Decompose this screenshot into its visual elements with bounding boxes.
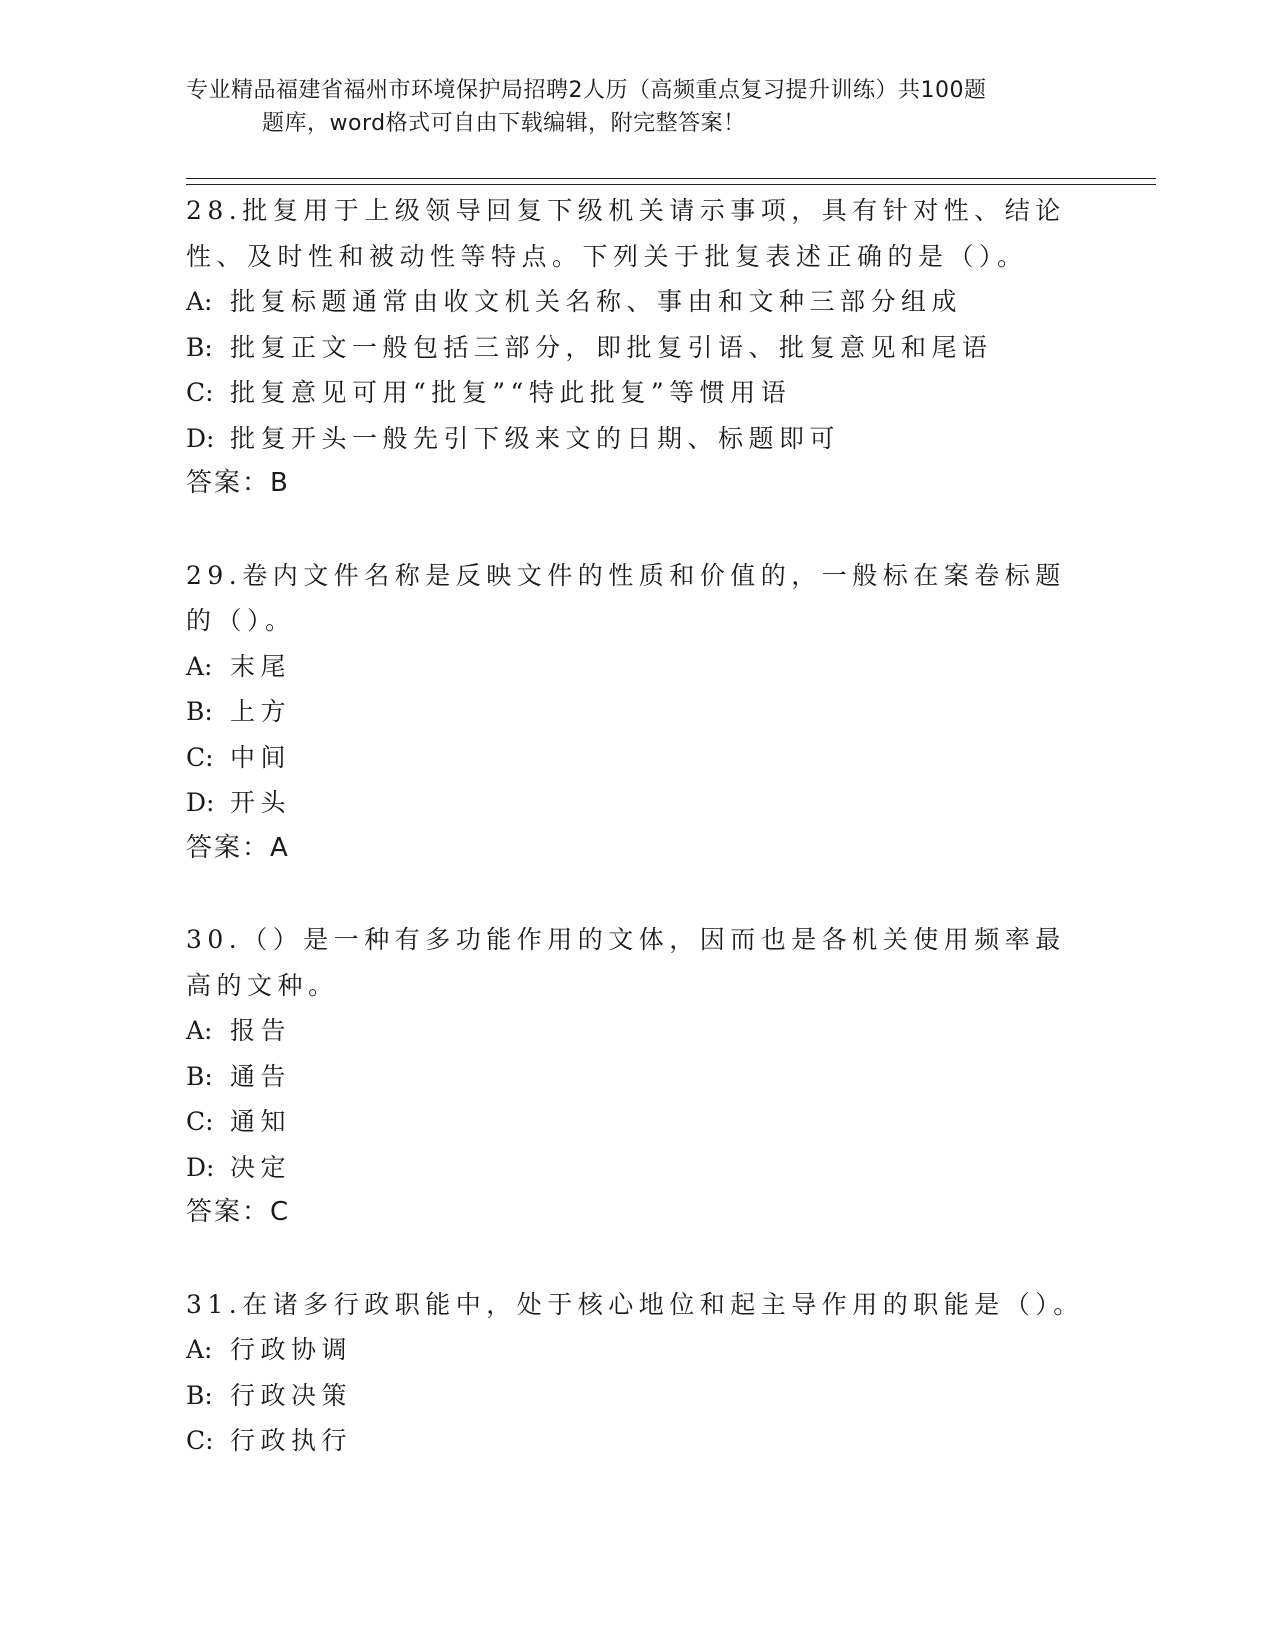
option-d <box>186 1145 1086 1191</box>
option-text: 报告 <box>230 1016 292 1045</box>
option-letter: A: <box>186 651 213 681</box>
option-letter: A: <box>186 1335 213 1364</box>
answer-line: 答案：B <box>186 468 290 498</box>
option-letter: C: <box>186 1107 214 1136</box>
option-letter: D: <box>186 788 215 817</box>
option-text: 中间 <box>230 742 292 772</box>
option-d <box>186 780 1086 826</box>
option-text: 批复标题通常由收文机关名称、事由和文种三部分组成 <box>230 287 963 316</box>
option-text: 通告 <box>230 1061 292 1091</box>
option-a <box>186 279 1086 325</box>
option-text: 上方 <box>230 697 292 726</box>
option-c <box>186 1099 1086 1145</box>
option-text: 决定 <box>230 1152 292 1182</box>
option-text: 行政执行 <box>230 1426 353 1455</box>
option-b <box>186 325 1086 371</box>
option-letter: C: <box>186 378 214 407</box>
question-text: 29.卷内文件名称是反映文件的性质和价值的，一般标在案卷标题的（）。 <box>186 560 1066 635</box>
option-letter: C: <box>186 1426 214 1455</box>
document-header <box>186 74 1086 140</box>
option-c <box>186 735 1086 781</box>
question-31 <box>186 1282 1086 1464</box>
option-letter: D: <box>186 1152 215 1182</box>
question-list <box>186 188 1086 1510</box>
option-letter: B: <box>186 697 213 726</box>
question-28 <box>186 188 1086 507</box>
option-text: 批复意见可用“批复”“特此批复”等惯用语 <box>230 378 792 407</box>
header-title-line2: 题库，word格式可自由下载编辑，附完整答案！ <box>262 111 746 136</box>
option-text: 行政协调 <box>230 1335 353 1364</box>
question-text: 30.（）是一种有多功能作用的文体，因而也是各机关使用频率最高的文种。 <box>186 925 1066 1000</box>
option-text: 通知 <box>230 1107 292 1136</box>
option-b <box>186 1054 1086 1100</box>
option-letter: A: <box>186 287 213 316</box>
answer-line: 答案：C <box>186 1197 291 1227</box>
option-letter: B: <box>186 1380 213 1410</box>
option-text: 开头 <box>230 788 292 817</box>
option-text: 行政决策 <box>230 1380 353 1410</box>
option-letter: B: <box>186 332 213 362</box>
option-letter: D: <box>186 423 215 453</box>
question-text: 28.批复用于上级领导回复下级机关请示事项，具有针对性、结论性、及时性和被动性等特点。下列关于批复表述正确的是（）。 <box>186 196 1066 271</box>
option-letter: C: <box>186 742 214 772</box>
option-a <box>186 644 1086 690</box>
header-rule-top <box>186 178 1156 179</box>
option-a <box>186 1327 1086 1373</box>
option-letter: A: <box>186 1016 213 1045</box>
option-text: 批复开头一般先引下级来文的日期、标题即可 <box>230 423 841 453</box>
option-c <box>186 1418 1086 1464</box>
answer-line: 答案：A <box>186 832 290 863</box>
option-text: 末尾 <box>230 651 292 681</box>
option-d <box>186 416 1086 462</box>
option-letter: B: <box>186 1061 213 1091</box>
question-30 <box>186 917 1086 1236</box>
option-a <box>186 1008 1086 1054</box>
question-text: 31.在诸多行政职能中，处于核心地位和起主导作用的职能是（）。 <box>186 1289 1084 1319</box>
option-b <box>186 689 1086 735</box>
option-b <box>186 1373 1086 1419</box>
header-title-line1: 专业精品福建省福州市环境保护局招聘2人历（高频重点复习提升训练）共100题 <box>186 78 987 103</box>
option-text: 批复正文一般包括三部分，即批复引语、批复意见和尾语 <box>230 332 993 362</box>
header-rule-bottom <box>186 184 1156 185</box>
question-29 <box>186 553 1086 872</box>
option-c <box>186 370 1086 416</box>
